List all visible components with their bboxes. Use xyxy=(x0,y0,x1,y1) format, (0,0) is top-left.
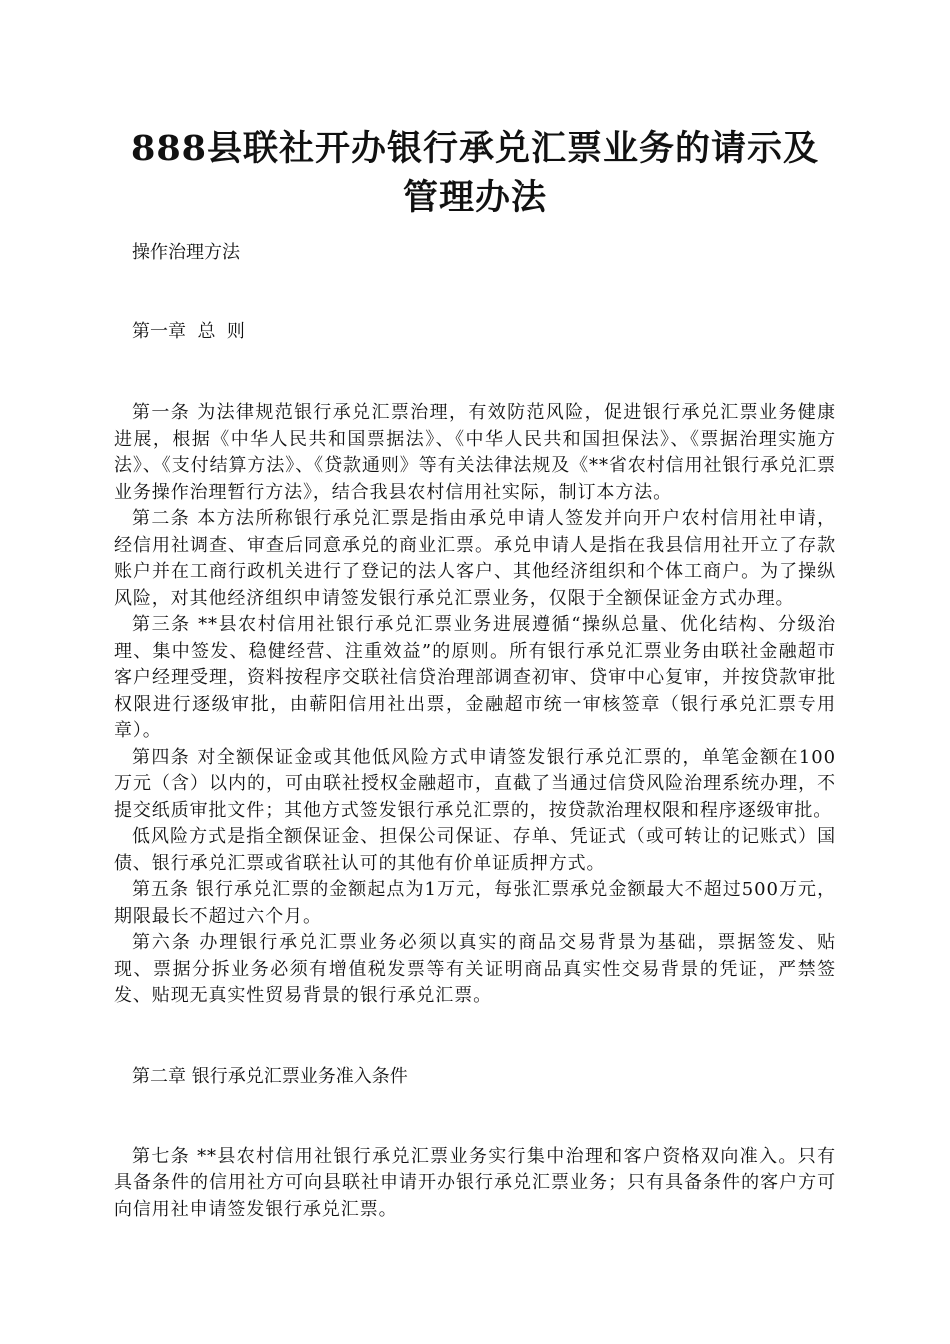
document-title: 888县联社开办银行承兑汇票业务的请示及管理办法 xyxy=(130,128,820,218)
article-1: 第一条 为法律规范银行承兑汇票治理，有效防范风险，促进银行承兑汇票业务健康进展，根据《中华人民共和国票据法》、《中华人民共和国担保法》、《票据治理实施方法》、《支付结算方法》、《贷款通则》等有关法律法规及《**省农村信用社银行承兑汇票业务操作治理暂行方法》，结合我县农村信用社实际，制订本方法。 xyxy=(114,402,836,503)
low-risk-definition: 低风险方式是指全额保证金、担保公司保证、存单、凭证式（或可转让的记账式）国债、银行承兑汇票或省联社认可的其他有价单证质押方式。 xyxy=(114,826,836,874)
article-5: 第五条 银行承兑汇票的金额起点为1万元，每张汇票承兑金额最大不超过500万元，期限最长不超过六个月。 xyxy=(114,879,836,927)
chapter-2-body xyxy=(114,1144,836,1224)
chapter-1-heading: 第一章 总 则 xyxy=(132,321,245,342)
chapter-1-body xyxy=(114,400,836,1010)
document-subtitle: 操作治理方法 xyxy=(132,242,240,263)
article-2: 第二条 本方法所称银行承兑汇票是指由承兑申请人签发并向开户农村信用社申请，经信用社调查、审查后同意承兑的商业汇票。承兑申请人是指在我县信用社开立了存款账户并在工商行政机关进行了登记的法人客户、其他经济组织和个体工商户。为了操纵风险，对其他经济组织申请签发银行承兑汇票业务，仅限于全额保证金方式办理。 xyxy=(114,508,836,609)
article-3: 第三条 **县农村信用社银行承兑汇票业务进展遵循“操纵总量、优化结构、分级治理、集中签发、稳健经营、注重效益”的原则。所有银行承兑汇票业务由联社金融超市客户经理受理，资料按程序交联社信贷治理部调查初审、贷审中心复审，并按贷款审批权限进行逐级审批，由蕲阳信用社出票，金融超市统一审核签章（银行承兑汇票专用章）。 xyxy=(114,614,836,741)
article-7: 第七条 **县农村信用社银行承兑汇票业务实行集中治理和客户资格双向准入。只有具备条件的信用社方可向县联社申请开办银行承兑汇票业务；只有具备条件的客户方可向信用社申请签发银行承兑汇票。 xyxy=(114,1145,836,1220)
article-4: 第四条 对全额保证金或其他低风险方式申请签发银行承兑汇票的，单笔金额在100万元（含）以内的，可由联社授权金融超市，直截了当通过信贷风险治理系统办理，不提交纸质审批文件；其他方式签发银行承兑汇票的，按贷款治理权限和程序逐级审批。 xyxy=(114,746,836,821)
document-page xyxy=(114,0,836,1223)
chapter-2-heading: 第二章 银行承兑汇票业务准入条件 xyxy=(132,1065,408,1087)
article-6: 第六条 办理银行承兑汇票业务必须以真实的商品交易背景为基础，票据签发、贴现、票据分拆业务必须有增值税发票等有关证明商品真实性交易背景的凭证，严禁签发、贴现无真实性贸易背景的银行承兑汇票。 xyxy=(114,932,836,1006)
